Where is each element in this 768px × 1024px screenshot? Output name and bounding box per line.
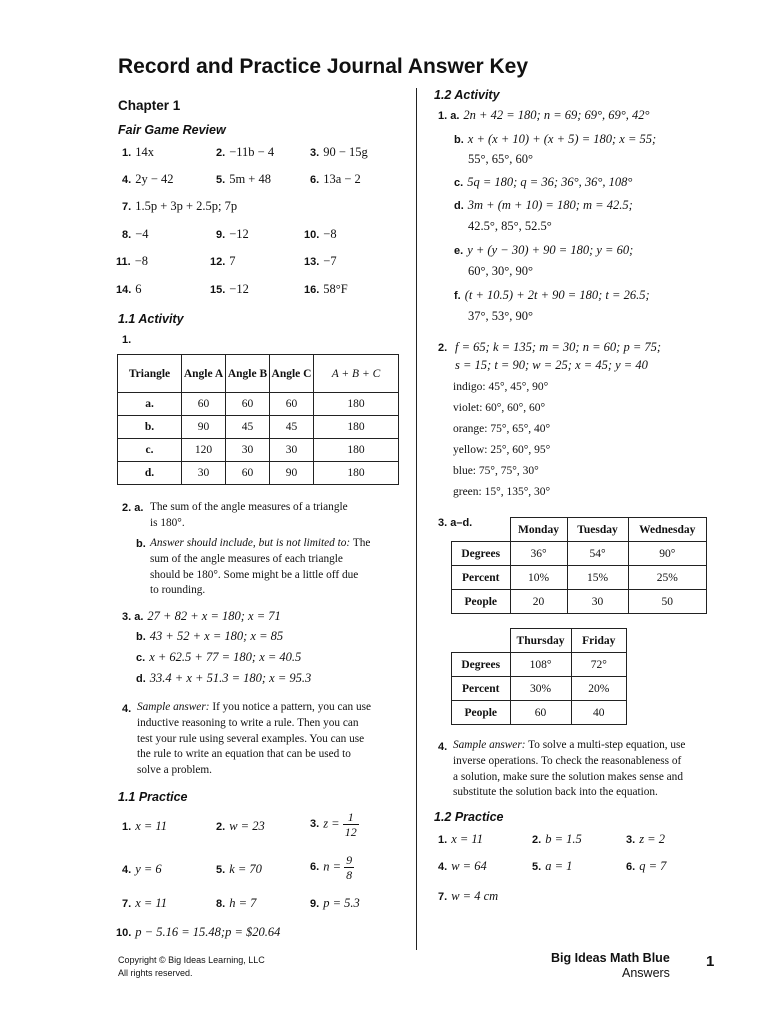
table-row: Percent 10% 15% 25% [452, 566, 707, 590]
list-item: 2. b = 1.5 [532, 832, 582, 846]
table-header: Angle C [270, 355, 314, 393]
list-item: 7. w = 4 cm [438, 889, 499, 903]
weekday-table-1 [451, 517, 707, 614]
table-row: d. 30 60 90 180 [118, 462, 399, 485]
activity-1-2-heading: 1.2 Activity [434, 88, 500, 102]
table-header: Angle B [226, 355, 270, 393]
list-item: 9. −12 [216, 227, 249, 241]
list-item: 8. h = 7 [216, 896, 257, 910]
answer-1f-line2: 37°, 53°, 90° [468, 309, 533, 323]
list-item: 12. 7 [210, 254, 236, 268]
table-corner [452, 518, 511, 542]
question-number: 2. a. [122, 502, 144, 514]
list-item: 1. 14x [122, 145, 154, 159]
list-item: 14. 6 [116, 282, 142, 296]
list-item: 6. q = 7 [626, 859, 667, 873]
answer-4: Sample answer: If you notice a pattern, you can use inductive reasoning to write a rule. Then you can test your rule using several examples. You can use the rule to write an equation that can be used to solve a problem. [137, 701, 372, 777]
question-number: 2. [438, 342, 448, 354]
list-item: 6. n = $\frac{9}{8}$ [310, 853, 353, 882]
answer-1a: 1. a. 2n + 42 = 180; n = 69; 69°, 69°, 42° [438, 108, 650, 122]
list-item: 1. x = 11 [438, 832, 483, 846]
answer-1b-line2: 55°, 65°, 60° [468, 152, 533, 166]
table-corner [452, 629, 511, 653]
list-item: violet: 60°, 60°, 60° [453, 402, 546, 414]
list-item: 4. 2y − 42 [122, 172, 174, 186]
answer-3d: d. 33.4 + x + 51.3 = 180; x = 95.3 [136, 671, 312, 685]
table-row: Degrees 36° 54° 90° [452, 542, 707, 566]
table-header: A + B + C [314, 355, 399, 393]
section-label: Answers [622, 966, 670, 980]
list-item: 10. p − 5.16 = 15.48;p = $20.64 [116, 925, 281, 939]
list-item: orange: 75°, 65°, 40° [453, 423, 551, 435]
table-row: People 20 30 50 [452, 590, 707, 614]
list-item: 8. −4 [122, 227, 149, 241]
fair-game-heading: Fair Game Review [118, 123, 226, 137]
list-item: 13. −7 [304, 254, 337, 268]
answer-1e: e. y + (y − 30) + 90 = 180; y = 60; [454, 243, 634, 257]
list-item: 16. 58°F [304, 282, 348, 296]
answer-3b: b. 43 + 52 + x = 180; x = 85 [136, 629, 284, 643]
list-item: 2. −11b − 4 [216, 145, 275, 159]
list-item: 5. k = 70 [216, 862, 262, 876]
list-item: 10. −8 [304, 227, 337, 241]
chapter-heading: Chapter 1 [118, 98, 181, 113]
list-item: 7. x = 11 [122, 896, 167, 910]
question-number: 1. [122, 334, 132, 346]
table-row: c. 120 30 30 180 [118, 439, 399, 462]
list-item: 4. w = 64 [438, 859, 487, 873]
list-item: 1. x = 11 [122, 819, 167, 833]
fraction: $\frac{1}{12}$ [344, 810, 357, 839]
answer-4-right: Sample answer: To solve a multi-step equation, use inverse operations. To check the reasonableness of a solution, make sure the solution makes sense and substitute the solution back into the equation. [453, 739, 686, 799]
answer-2a: The sum of the angle measures of a triangle is 180°. [150, 501, 348, 529]
answer-1c: c. 5q = 180; q = 36; 36°, 36°, 108° [454, 175, 633, 189]
page-title: Record and Practice Journal Answer Key [118, 55, 529, 78]
list-item: blue: 75°, 75°, 30° [453, 465, 539, 477]
answer-1b: b. x + (x + 10) + (x + 5) = 180; x = 55; [454, 132, 657, 146]
list-item: 3. z = $\frac{1}{12}$ [310, 810, 357, 839]
list-item: yellow: 25°, 60°, 95° [453, 444, 551, 456]
list-item: 9. p = 5.3 [310, 896, 360, 910]
table-row: Percent 30% 20% [452, 677, 627, 701]
table-header: Monday [510, 518, 567, 542]
column-divider [416, 88, 417, 950]
table-row: b. 90 45 45 180 [118, 416, 399, 439]
list-item: 2. w = 23 [216, 819, 265, 833]
answer-2b: Answer should include, but is not limited to: The sum of the angle measures of each triangle should be 180°. Some might be a little off due to rounding. [150, 537, 371, 597]
practice-1-2-heading: 1.2 Practice [434, 810, 504, 824]
table-header: Wednesday [628, 518, 707, 542]
question-number: b. [136, 538, 146, 550]
question-number: 4. [438, 741, 448, 753]
page-number: 1 [706, 953, 715, 970]
table-header: Triangle [118, 355, 182, 393]
answer-1e-line2: 60°, 30°, 90° [468, 264, 533, 278]
question-number: 3. a–d. [438, 517, 473, 529]
brand-name: Big Ideas Math Blue [551, 951, 670, 965]
list-item: indigo: 45°, 45°, 90° [453, 381, 549, 393]
list-item: 5. 5m + 48 [216, 172, 271, 186]
activity-1-1-heading: 1.1 Activity [118, 312, 184, 326]
table-header: Angle A [182, 355, 226, 393]
answer-3a: 3. a. 27 + 82 + x = 180; x = 71 [122, 609, 281, 623]
table-header: Thursday [510, 629, 571, 653]
practice-1-1-heading: 1.1 Practice [118, 790, 188, 804]
copyright-notice: Copyright © Big Ideas Learning, LLC All rights reserved. [118, 955, 265, 978]
list-item: 3. z = 2 [626, 832, 665, 846]
answer-1f: f. (t + 10.5) + 2t + 90 = 180; t = 26.5; [454, 288, 650, 302]
triangle-table [117, 354, 399, 485]
answer-1d: d. 3m + (m + 10) = 180; m = 42.5; [454, 198, 633, 212]
list-item: 11. −8 [116, 254, 148, 268]
fraction: $\frac{9}{8}$ [346, 853, 353, 882]
list-item: green: 15°, 135°, 30° [453, 486, 551, 498]
table-row: People 60 40 [452, 701, 627, 725]
answer-2-line2: s = 15; t = 90; w = 25; x = 45; y = 40 [455, 358, 648, 372]
answer-2-line1: f = 65; k = 135; m = 30; n = 60; p = 75; [455, 340, 662, 354]
list-item: 3. 90 − 15g [310, 145, 368, 159]
list-item: 4. y = 6 [122, 862, 162, 876]
list-item: 6. 13a − 2 [310, 172, 361, 186]
table-row: Degrees 108° 72° [452, 653, 627, 677]
table-header: Friday [571, 629, 627, 653]
table-row: a. 60 60 60 180 [118, 393, 399, 416]
list-item: 15. −12 [210, 282, 249, 296]
table-header: Tuesday [567, 518, 628, 542]
answer-3c: c. x + 62.5 + 77 = 180; x = 40.5 [136, 650, 302, 664]
list-item: 5. a = 1 [532, 859, 573, 873]
question-number: 4. [122, 703, 132, 715]
answer-1d-line2: 42.5°, 85°, 52.5° [468, 219, 552, 233]
list-item: 7. 1.5p + 3p + 2.5p; 7p [122, 199, 238, 213]
weekday-table-2 [451, 628, 627, 725]
